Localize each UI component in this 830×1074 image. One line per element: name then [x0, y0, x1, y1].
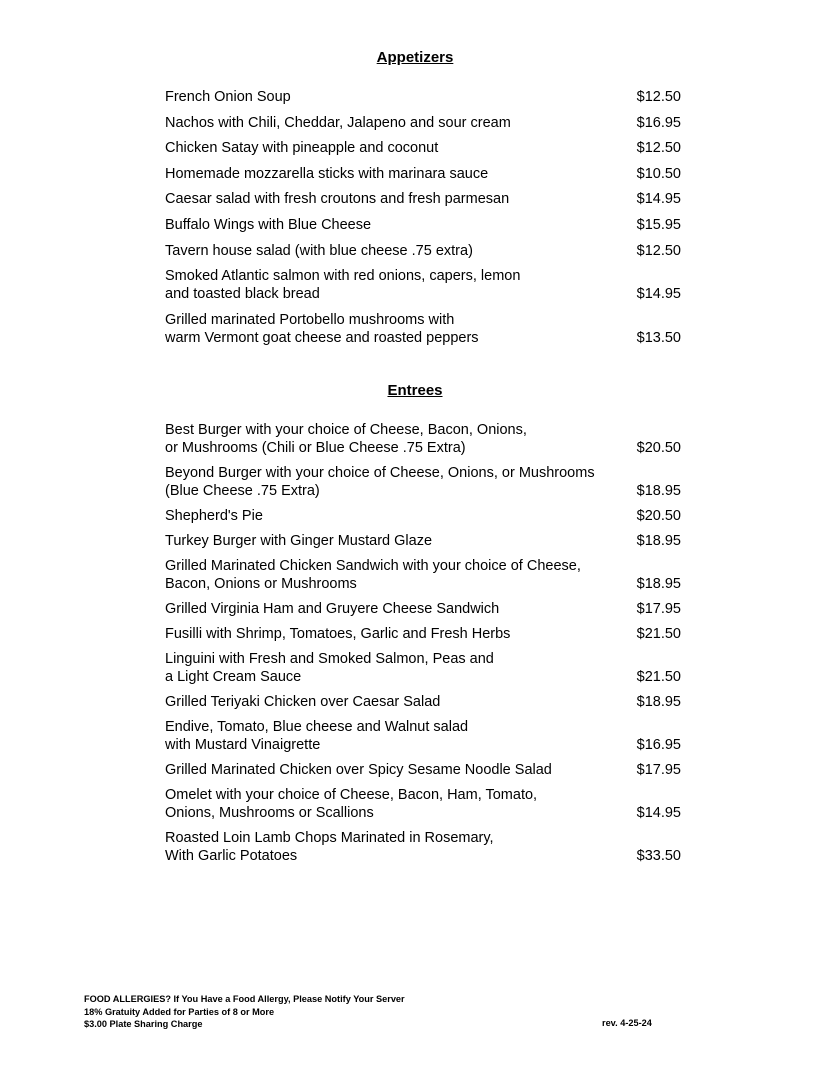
- item-name: Grilled Teriyaki Chicken over Caesar Salad: [165, 694, 441, 710]
- appetizers-list: [165, 88, 681, 347]
- item-price: $21.50: [636, 669, 681, 685]
- item-name: Grilled Marinated Chicken over Spicy Sesame Noodle Salad: [165, 762, 552, 778]
- menu-item: [165, 761, 681, 779]
- item-price: $21.50: [636, 626, 681, 642]
- item-price: $18.95: [636, 694, 681, 710]
- item-name: Grilled marinated Portobello mushrooms with warm Vermont goat cheese and roasted peppers: [165, 311, 479, 346]
- menu-item: [165, 532, 681, 550]
- menu-item: [165, 242, 681, 260]
- allergy-notice: FOOD ALLERGIES? If You Have a Food Allergy, Please Notify Your Server: [84, 994, 405, 1004]
- item-name: Tavern house salad (with blue cheese .75 extra): [165, 242, 473, 259]
- item-name: Linguini with Fresh and Smoked Salmon, Peas and a Light Cream Sauce: [165, 651, 494, 685]
- item-price: $20.50: [636, 440, 681, 456]
- item-name: Endive, Tomato, Blue cheese and Walnut salad with Mustard Vinaigrette: [165, 719, 469, 753]
- item-price: $12.50: [636, 89, 681, 105]
- revision-date: rev. 4-25-24: [602, 1018, 652, 1028]
- item-price: $18.95: [636, 483, 681, 499]
- item-name: Nachos with Chili, Cheddar, Jalapeno and sour cream: [165, 114, 511, 131]
- sharing-charge-notice: $3.00 Plate Sharing Charge: [84, 1019, 203, 1029]
- menu-item: [165, 139, 681, 157]
- item-name: Fusilli with Shrimp, Tomatoes, Garlic and Fresh Herbs: [165, 626, 511, 642]
- item-name: Grilled Marinated Chicken Sandwich with your choice of Cheese, Bacon, Onions or Mushrooms: [165, 558, 581, 592]
- menu-item: [165, 114, 681, 132]
- item-price: $13.50: [636, 329, 681, 346]
- item-price: $15.95: [636, 216, 681, 233]
- item-price: $18.95: [636, 576, 681, 592]
- item-name: Beyond Burger with your choice of Cheese, Onions, or Mushrooms (Blue Cheese .75 Extra): [165, 465, 595, 499]
- menu-item: [165, 650, 681, 686]
- item-price: $12.50: [636, 242, 681, 259]
- menu-item: [165, 267, 681, 303]
- menu-item: [165, 718, 681, 754]
- menu-item: [165, 600, 681, 618]
- menu-item: [165, 625, 681, 643]
- item-name: Caesar salad with fresh croutons and fresh parmesan: [165, 191, 510, 208]
- menu-item: [165, 216, 681, 234]
- menu-item: [165, 311, 681, 347]
- item-name: Shepherd's Pie: [165, 508, 263, 524]
- menu-item: [165, 165, 681, 183]
- item-name: Chicken Satay with pineapple and coconut: [165, 140, 439, 157]
- item-name: Grilled Virginia Ham and Gruyere Cheese Sandwich: [165, 601, 500, 617]
- item-name: Omelet with your choice of Cheese, Bacon, Ham, Tomato, Onions, Mushrooms or Scallions: [165, 787, 538, 821]
- entrees-heading: Entrees: [387, 382, 443, 399]
- appetizers-heading: Appetizers: [376, 49, 454, 66]
- item-price: $14.95: [636, 805, 681, 821]
- item-name: Best Burger with your choice of Cheese, Bacon, Onions, or Mushrooms (Chili or Blue Cheese .75 Extra): [165, 422, 527, 456]
- menu-item: [165, 190, 681, 208]
- item-price: $20.50: [636, 508, 681, 524]
- item-name: Homemade mozzarella sticks with marinara sauce: [165, 165, 489, 182]
- entrees-list: [165, 421, 681, 865]
- item-price: $14.95: [636, 286, 681, 303]
- item-name: Roasted Loin Lamb Chops Marinated in Rosemary, With Garlic Potatoes: [165, 830, 494, 864]
- menu-item: [165, 557, 681, 593]
- item-price: $10.50: [636, 165, 681, 182]
- item-name: French Onion Soup: [165, 89, 291, 105]
- footer-notes: [84, 993, 684, 1031]
- item-price: $12.50: [636, 140, 681, 157]
- item-name: Turkey Burger with Ginger Mustard Glaze: [165, 533, 433, 549]
- menu-item: [165, 421, 681, 457]
- menu-item: [165, 693, 681, 711]
- item-price: $16.95: [636, 737, 681, 753]
- item-name: Smoked Atlantic salmon with red onions, capers, lemon and toasted black bread: [165, 268, 521, 303]
- menu-item: [165, 786, 681, 822]
- item-name: Buffalo Wings with Blue Cheese: [165, 216, 372, 233]
- item-price: $16.95: [636, 114, 681, 131]
- item-price: $14.95: [636, 191, 681, 208]
- item-price: $17.95: [636, 762, 681, 778]
- menu-item: [165, 88, 681, 106]
- item-price: $17.95: [636, 601, 681, 617]
- item-price: $33.50: [636, 848, 681, 864]
- menu-item: [165, 829, 681, 865]
- item-price: $18.95: [636, 533, 681, 549]
- menu-item: [165, 464, 681, 500]
- gratuity-notice: 18% Gratuity Added for Parties of 8 or More: [84, 1006, 275, 1017]
- menu-item: [165, 507, 681, 525]
